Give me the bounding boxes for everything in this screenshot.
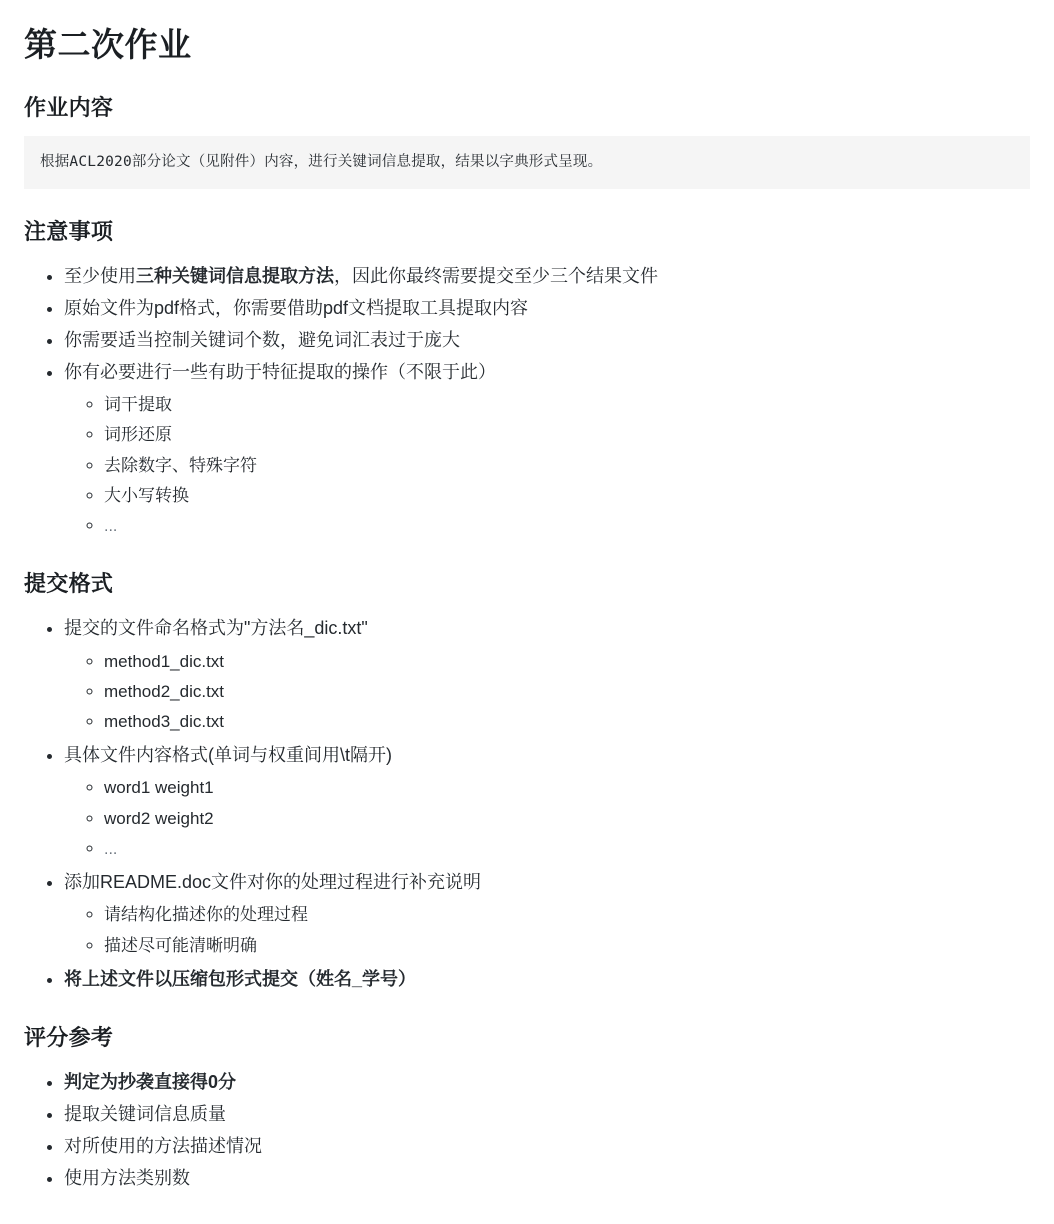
page-title: 第二次作业: [24, 26, 192, 63]
list-item-text: 你需要适当控制关键词个数，避免词汇表过于庞大: [64, 329, 460, 350]
list-item-text: 提取关键词信息质量: [64, 1103, 226, 1124]
list-item: [64, 963, 1030, 995]
section-heading-notes: 注意事项: [24, 218, 114, 244]
file-content-sublist: [64, 773, 1030, 864]
list-item-text-suffix: ，因此你最终需要提交至少三个结果文件: [334, 265, 658, 286]
grading-reference-list: [24, 1066, 1030, 1194]
notes-sublist: [64, 390, 1030, 541]
list-item: [104, 420, 1030, 450]
filename-sublist: [64, 647, 1030, 738]
submission-format-list: [24, 612, 1030, 994]
list-item: [104, 647, 1030, 677]
section-heading-grading-reference: 评分参考: [24, 1024, 114, 1050]
list-item: [64, 324, 1030, 356]
list-item: [64, 866, 1030, 961]
list-item-text: 原始文件为pdf格式，你需要借助pdf文档提取工具提取内容: [64, 297, 529, 318]
list-item-text: method2_dic.txt: [104, 681, 225, 701]
readme-sublist: [64, 900, 1030, 961]
list-item-text: 你有必要进行一些有助于特征提取的操作（不限于此）: [64, 361, 496, 382]
list-item-text: 具体文件内容格式(单词与权重间用\t隔开): [64, 745, 392, 766]
list-item: [64, 292, 1030, 324]
list-item: [104, 707, 1030, 737]
list-item: [104, 390, 1030, 420]
list-item-text: 将上述文件以压缩包形式提交（姓名_学号）: [64, 968, 417, 989]
list-item-text: ...: [104, 840, 118, 858]
list-item: [64, 739, 1030, 864]
list-item: [104, 511, 1030, 541]
homework-content-callout: 根据ACL2020部分论文（见附件）内容，进行关键词信息提取，结果以字典形式呈现。: [24, 136, 1030, 189]
list-item: [104, 834, 1030, 864]
list-item: [104, 931, 1030, 961]
list-item-text: word2 weight2: [104, 808, 214, 828]
list-item: [104, 677, 1030, 707]
list-item-text: 词干提取: [104, 395, 172, 415]
list-item-text: 提交的文件命名格式为"方法名_dic.txt": [64, 618, 368, 639]
list-item-text-bold: 三种关键词信息提取方法: [136, 265, 334, 286]
list-item-text: [64, 266, 658, 286]
list-item: [64, 1162, 1030, 1194]
list-item-text: 判定为抄袭直接得0分: [64, 1071, 237, 1092]
list-item: [64, 1066, 1030, 1098]
list-item: [64, 612, 1030, 737]
list-item: [104, 900, 1030, 930]
section-heading-submission-format: 提交格式: [24, 571, 114, 597]
list-item-text-prefix: 至少使用: [64, 265, 136, 286]
list-item-text: 描述尽可能清晰明确: [104, 935, 257, 955]
list-item: [104, 481, 1030, 511]
list-item-text: word1 weight1: [104, 778, 214, 798]
list-item: [104, 773, 1030, 803]
list-item-text: ...: [104, 518, 118, 536]
list-item: [104, 804, 1030, 834]
list-item-text: 词形还原: [104, 425, 172, 445]
list-item: [64, 1098, 1030, 1130]
list-item-text: 请结构化描述你的处理过程: [104, 905, 308, 925]
list-item-text: 去除数字、特殊字符: [104, 455, 257, 475]
list-item-text: 对所使用的方法描述情况: [64, 1135, 262, 1156]
list-item: [104, 451, 1030, 481]
list-item: [64, 1130, 1030, 1162]
list-item-text: 大小写转换: [104, 485, 189, 505]
list-item-text: 添加README.doc文件对你的处理过程进行补充说明: [64, 872, 482, 893]
list-item-text: 使用方法类别数: [64, 1167, 190, 1188]
notes-list: [24, 260, 1030, 542]
list-item-text: method3_dic.txt: [104, 712, 225, 732]
section-heading-homework-content: 作业内容: [24, 95, 114, 121]
list-item: [64, 260, 1030, 292]
list-item-text: method1_dic.txt: [104, 651, 225, 671]
list-item: [64, 356, 1030, 542]
